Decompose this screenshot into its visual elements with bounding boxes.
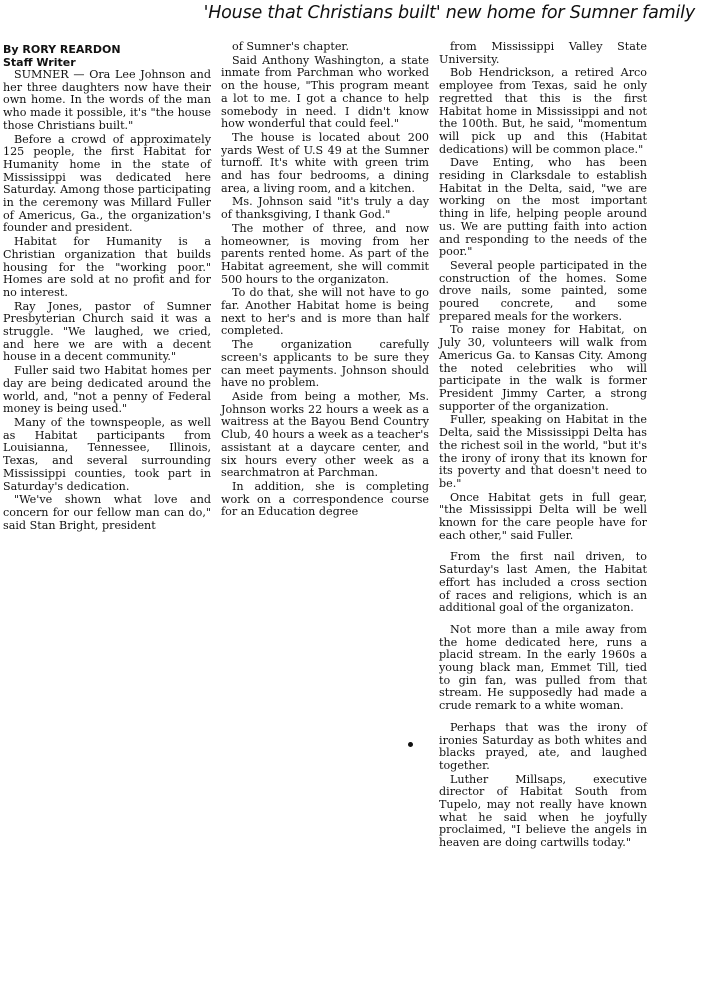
column-3-body-d (439, 722, 647, 850)
paragraph: "We've shown what love and concern for our fellow man can do," said Stan Bright, president (3, 493, 211, 532)
column-2-body (221, 41, 429, 519)
column-1-body (3, 69, 211, 532)
paragraph: Many of the townspeople, as well as Habitat participants from Louisianna, Tennessee, Illinois, Texas, and several surrounding Mississippi counties, took part in Saturday's dedication. (3, 415, 211, 493)
paragraph: In addition, she is completing work on a correspondence course for an Education degree (221, 479, 429, 519)
paragraph: The house is located about 200 yards West of U.S 49 at the Sumner turnoff. It's white with green trim and has four bedrooms, a dining area, a living room, and a kitchen. (221, 130, 429, 195)
column-3-body-c (439, 624, 647, 713)
paragraph: Fuller, speaking on Habitat in the Delta, said the Mississippi Delta has the richest soil in the world, "but it's the irony of irony that its known for its poverty and that doesn't need to be." (439, 413, 647, 490)
paragraph: Aside from being a mother, Ms. Johnson works 22 hours a week as a waitress at the Bayou Bend Country Club, 40 hours a week as a teacher's assistant at a daycare center, and six hours every other week as a searchmatron at Parchman. (221, 389, 429, 480)
paragraph: Once Habitat gets in full gear, "the Mississippi Delta will be well known for the care people have for each other," said Fuller. (439, 490, 647, 542)
headline: 'House that Christians built' new home for Sumner family (203, 3, 695, 23)
paragraph: The mother of three, and now homeowner, is moving from her parents rented home. As part of the Habitat agreement, she will commit 500 hours to the organizaton. (221, 221, 429, 286)
paragraph: From the first nail driven, to Saturday's last Amen, the Habitat effort has included a cross section of races and religions, which is an additional goal of the organizaton. (439, 550, 647, 615)
paragraph: Luther Millsaps, executive director of Habitat South from Tupelo, may not really have known what he said when he joyfully proclaimed, "I believe the angels in heaven are doing cartwills today." (439, 772, 647, 850)
article-column-3 (439, 41, 647, 850)
paragraph: To raise money for Habitat, on July 30, volunteers will walk from Americus Ga. to Kansas City. Among the noted celebrities who will participate in the walk is former President Jimmy Carter, a strong supporter of the organization. (439, 323, 647, 413)
paragraph: from Mississippi Valley State University. (439, 40, 647, 66)
byline: By RORY REARDON (3, 43, 121, 56)
paragraph: The organization carefully screen's applicants to be sure they can meet payments. Johnson should have no problem. (221, 338, 429, 390)
paragraph: SUMNER — Ora Lee Johnson and her three daughters now have their own home. In the words of the man who made it possible, it's "the house those Christians built." (3, 68, 211, 132)
column-3-body-b (439, 551, 647, 615)
paragraph: Habitat for Humanity is a Christian organization that builds housing for the "working poor." Homes are sold at no profit and for no interest. (3, 235, 211, 299)
paragraph: Ms. Johnson said "it's truly a day of thanksgiving, I thank God." (221, 195, 429, 222)
paragraph: Fuller said two Habitat homes per day are being dedicated around the world, and, "not a penny of Federal money is being used." (3, 364, 211, 416)
paragraph: Ray Jones, pastor of Sumner Presbyterian Church said it was a struggle. "We laughed, we cried, and here we are with a decent house in a decent community." (3, 299, 211, 364)
paragraph: Not more than a mile away from the home dedicated here, runs a placid stream. In the early 1960s a young black man, Emmet Till, tied to gin fan, was pulled from that stream. He supposedly had made a crude remark to a white woman. (439, 622, 647, 713)
paragraph: Bob Hendrickson, a retired Arco employee from Texas, said he only regretted that this is the first Habitat home in Mississippi and not the 100th. But, he said, "momentum will pick up and this (Habitat dedications) will be common place." (439, 66, 647, 156)
paragraph: of Sumner's chapter. (232, 40, 350, 53)
column-3-body-a (439, 41, 647, 542)
article-column-1 (3, 44, 211, 532)
paragraph: Dave Enting, who has been residing in Clarksdale to establish Habitat in the Delta, said, "we are working on the most important thing in life, helping people around us. We are putting faith into action and responding to the needs of the poor." (439, 156, 647, 259)
paragraph: Before a crowd of approximately 125 people, the first Habitat for Humanity home in the state of Mississippi was dedicated here Saturday. Among those participating in the ceremony was Millard Fuller of Americus, Ga., the organization's founder and president. (3, 132, 211, 235)
paragraph: Several people participated in the construction of the homes. Some drove nails, some painted, some poured concrete, and some prepared meals for the workers. (439, 258, 647, 323)
print-speck (408, 742, 413, 747)
byline-title: Staff Writer (3, 55, 76, 69)
paragraph: Said Anthony Washington, a state inmate from Parchman who worked on the house, "This program meant a lot to me. I got a chance to help somebody in need. I didn't know how wonderful that could feel." (221, 53, 429, 131)
paragraph: To do that, she will not have to go far. Another Habitat home is being next to her's and is more than half completed. (221, 286, 429, 338)
article-column-2 (221, 41, 429, 519)
paragraph: Perhaps that was the irony of ironies Saturday as both whites and blacks prayed, ate, and laughed together. (439, 720, 647, 772)
